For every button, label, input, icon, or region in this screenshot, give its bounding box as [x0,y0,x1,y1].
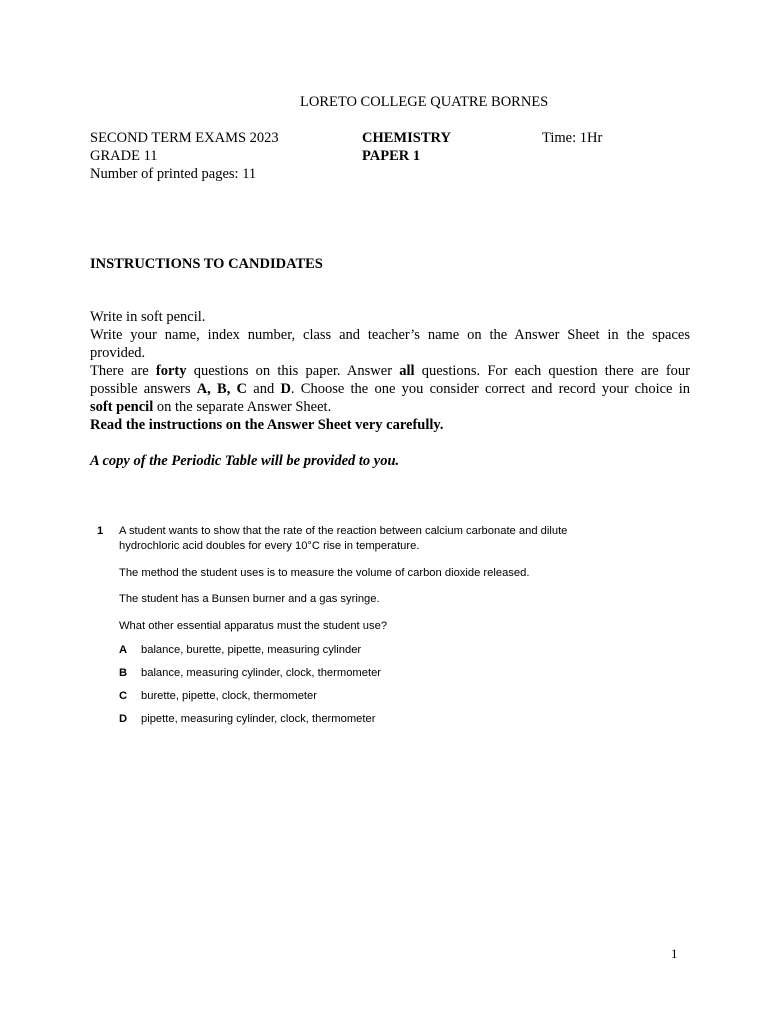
option-letter: D [119,713,128,725]
question-ask: What other essential apparatus must the student use? [119,620,388,632]
question-number: 1 [97,525,104,537]
question-method: The method the student uses is to measure the volume of carbon dioxide released. [119,567,530,579]
paper-label: PAPER 1 [362,148,421,164]
printed-pages: Number of printed pages: 11 [90,166,257,182]
page-number: 1 [671,946,678,961]
exam-time: Time: 1Hr [542,130,603,146]
option-letter: A [119,644,128,656]
grade-label: GRADE 11 [90,148,158,164]
instruction-read-sheet: Read the instructions on the Answer Sheet very carefully. [90,417,444,433]
instruction-soft-pencil-line: soft pencil on the separate Answer Sheet. [90,399,332,415]
instruction-forty-line: There are forty questions on this paper. Answer all questions. For each question there are four [90,363,690,379]
option-letter: C [119,690,128,702]
school-name: LORETO COLLEGE QUATRE BORNES [300,94,549,110]
question-apparatus: The student has a Bunsen burner and a gas syringe. [119,593,380,605]
question-stem-line-1: A student wants to show that the rate of the reaction between calcium carbonate and dilute [119,525,568,537]
instruction-name-line-end: provided. [90,345,146,361]
periodic-table-note: A copy of the Periodic Table will be provided to you. [90,453,400,469]
instruction-name-line: Write your name, index number, class and teacher’s name on the Answer Sheet in the spaces [90,327,690,343]
option-text: burette, pipette, clock, thermometer [141,690,317,702]
option-text: balance, burette, pipette, measuring cylinder [141,644,362,656]
option-letter: B [119,667,128,679]
instruction-pencil: Write in soft pencil. [90,309,206,325]
instructions-body [90,308,690,434]
instructions-heading: INSTRUCTIONS TO CANDIDATES [90,256,323,272]
option-text: balance, measuring cylinder, clock, thermometer [141,667,382,679]
exam-title: SECOND TERM EXAMS 2023 [90,130,279,146]
question-stem-line-2: hydrochloric acid doubles for every 10°C rise in temperature. [119,540,420,552]
option-text: pipette, measuring cylinder, clock, thermometer [141,713,376,725]
subject-title: CHEMISTRY [362,130,451,146]
instruction-answers-line: possible answers A, B, C and D. Choose the one you consider correct and record your choice in [90,381,690,397]
